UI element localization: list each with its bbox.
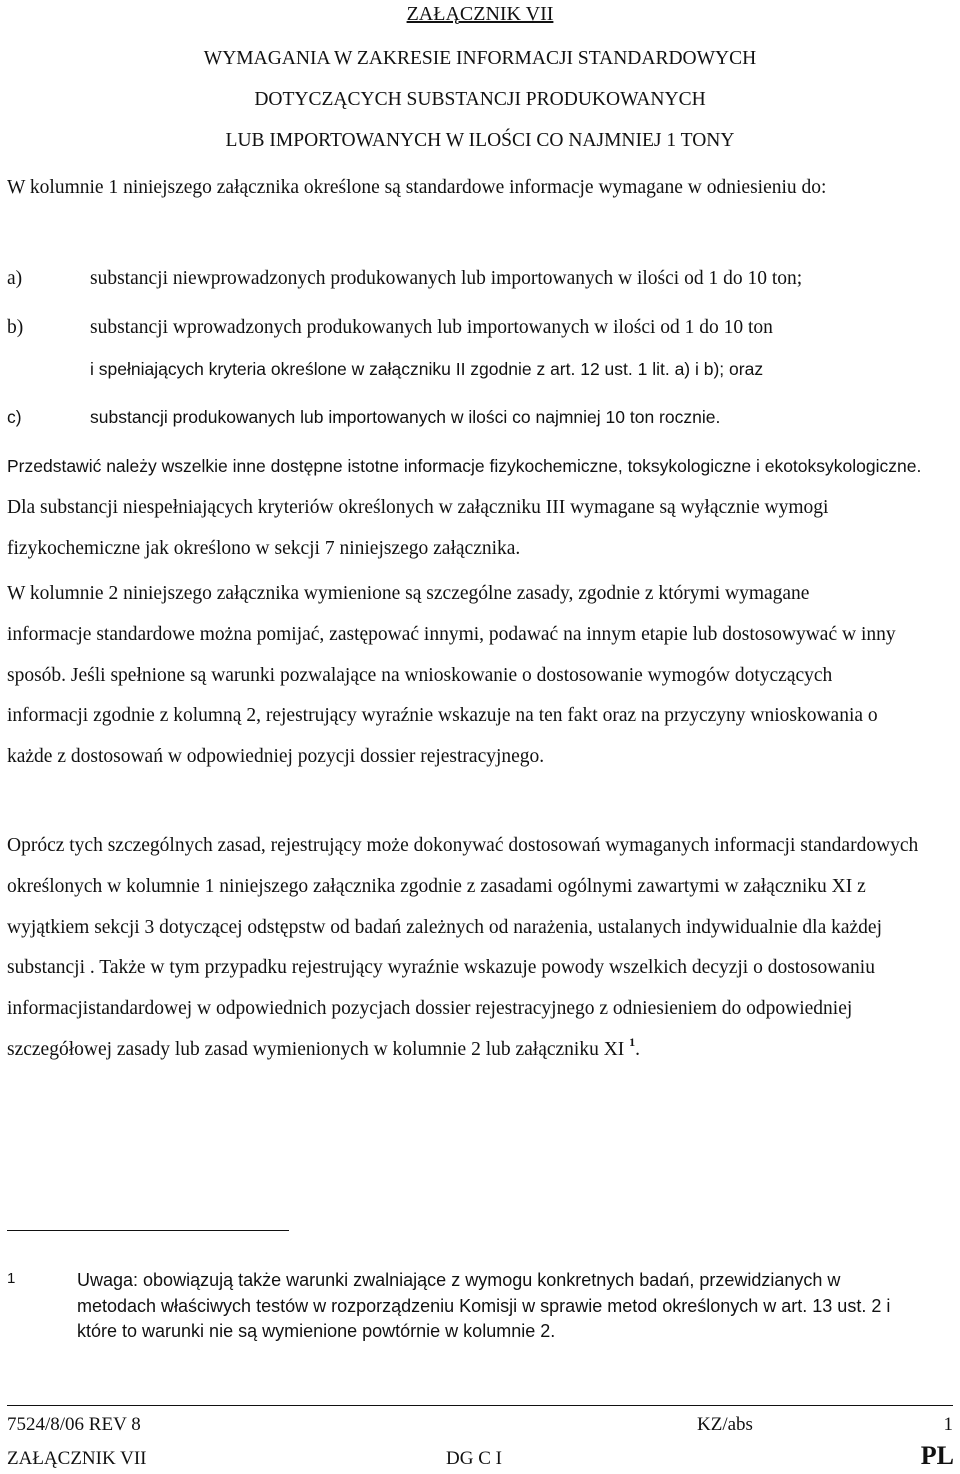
item-a-text: substancji niewprowadzonych produkowanych lub importowanych w ilości od 1 do 10 ton; bbox=[90, 268, 803, 289]
info-paragraph bbox=[7, 446, 927, 569]
adaptation-paragraph-end: . bbox=[635, 1038, 641, 1060]
footer-author: KZ/abs bbox=[697, 1414, 753, 1435]
footer-document-reference: 7524/8/06 REV 8 bbox=[7, 1414, 141, 1435]
item-b-letter: b) bbox=[7, 317, 24, 338]
heading-line-3: LUB IMPORTOWANYCH W ILOŚCI CO NAJMNIEJ 1 TONY bbox=[225, 130, 735, 151]
item-b-text-line-2: i spełniających kryteria określone w załączniku II zgodnie z art. 12 ust. 1 lit. a) i b); oraz bbox=[90, 359, 764, 379]
footer-page-number: 1 bbox=[943, 1414, 953, 1435]
footnote-number: 1 bbox=[7, 1270, 16, 1287]
item-a-letter: a) bbox=[7, 268, 23, 289]
adaptation-paragraph bbox=[7, 826, 947, 1071]
footer-language-code: PL bbox=[920, 1441, 954, 1470]
footer-annex: ZAŁĄCZNIK VII bbox=[7, 1448, 147, 1469]
info-paragraph-part-1: Przedstawić należy wszelkie inne dostępne istotne informacje fizykochemiczne, toksykologiczne i ekotoksykologiczne. bbox=[7, 456, 922, 476]
item-c-letter: c) bbox=[7, 407, 22, 427]
footnote-separator bbox=[7, 1230, 289, 1231]
footnote-reference[interactable]: 1 bbox=[629, 1034, 636, 1049]
footnote-text: Uwaga: obowiązują także warunki zwalniające z wymogu konkretnych badań, przewidzianych w metodach właściwych testów w rozporządzeniu Komisji w sprawie metod określonych w art. 13 ust. 2 i które to warunki nie są wymienione powtórnie w kolumnie 2. bbox=[77, 1270, 891, 1341]
heading-line-1: WYMAGANIA W ZAKRESIE INFORMACJI STANDARDOWYCH bbox=[203, 48, 757, 69]
intro-paragraph: W kolumnie 1 niniejszego załącznika określone są standardowe informacje wymagane w odniesieniu do: bbox=[7, 177, 827, 198]
item-b-text-line-1: substancji wprowadzonych produkowanych lub importowanych w ilości od 1 do 10 ton bbox=[90, 317, 773, 338]
footer-dg: DG C I bbox=[446, 1448, 502, 1469]
adaptation-paragraph-text: Oprócz tych szczególnych zasad, rejestrujący może dokonywać dostosowań wymaganych informacji standardowych określonych w kolumnie 1 niniejszego załącznika zgodnie z zasadami ogólnymi zawartymi w załączniku XI z wyjątkiem sekcji 3 dotyczącej odstępstw od badań zależnych od narażenia, ustalanych indywidualnie dla każdej substancji . Także w tym przypadku rejestrujący wyraźnie wskazuje powody wszelkich decyzji o dostosowaniu informacjistandardowej w odpowiednich pozycjach dossier rejestracyjnego z odniesieniem do odpowiedniej szczegółowej zasady lub zasad wymienionych w kolumnie 2 lub załączniku XI bbox=[7, 835, 919, 1060]
annex-title: ZAŁĄCZNIK VII bbox=[406, 3, 554, 25]
heading-line-2: DOTYCZĄCYCH SUBSTANCJI PRODUKOWANYCH bbox=[254, 89, 706, 110]
footer-separator bbox=[7, 1405, 953, 1406]
info-paragraph-part-2: Dla substancji niespełniających kryteriów określonych w załączniku III wymagane są wyłącznie wymogi fizykochemiczne jak określono w sekcji 7 niniejszego załącznika. bbox=[7, 496, 829, 559]
column-2-paragraph: W kolumnie 2 niniejszego załącznika wymienione są szczególne zasady, zgodnie z którymi wymagane informacje standardowe można pomijać, zastępować innymi, podawać na innym etapie lub dostosowywać w inny sposób. Jeśli spełnione są warunki pozwalające na wnioskowanie o dostosowanie wymogów dotyczących informacji zgodnie z kolumną 2, rejestrujący wyraźnie wskazuje na ten fakt oraz na przyczyny wnioskowania o każde z dostosowań w odpowiedniej pozycji dossier rejestracyjnego. bbox=[7, 583, 896, 768]
item-c-text: substancji produkowanych lub importowanych w ilości co najmniej 10 ton rocznie. bbox=[90, 407, 721, 427]
